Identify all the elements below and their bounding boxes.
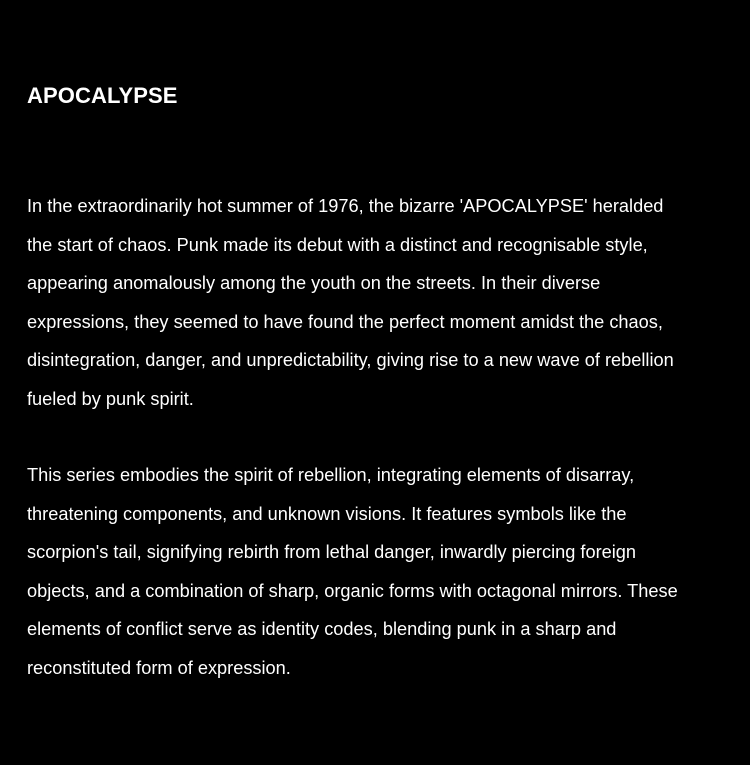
paragraph-line: elements of conflict serve as identity codes, blending punk in a sharp and	[27, 619, 617, 639]
paragraph-line: In the extraordinarily hot summer of 1976, the bizarre 'APOCALYPSE' heralded	[27, 196, 664, 216]
paragraph-line: the start of chaos. Punk made its debut with a distinct and recognisable style,	[27, 234, 648, 255]
paragraph-line: This series embodies the spirit of rebellion, integrating elements of disarray,	[27, 465, 635, 485]
paragraph-line: scorpion's tail, signifying rebirth from lethal danger, inwardly piercing foreign	[27, 542, 637, 562]
paragraph-line: objects, and a combination of sharp, organic forms with octagonal mirrors. These	[27, 580, 678, 601]
paragraph-line: disintegration, danger, and unpredictability, giving rise to a new wave of rebellion	[27, 350, 674, 370]
paragraph-series	[27, 456, 727, 687]
paragraph-line: threatening components, and unknown visions. It features symbols like the	[27, 503, 627, 524]
page-title: APOCALYPSE	[27, 83, 178, 108]
paragraph-line: reconstituted form of expression.	[27, 657, 291, 678]
paragraph-line: fueled by punk spirit.	[27, 388, 194, 409]
paragraph-line: appearing anomalously among the youth on the streets. In their diverse	[27, 273, 601, 293]
paragraph-line: expressions, they seemed to have found the perfect moment amidst the chaos,	[27, 311, 663, 332]
paragraph-intro	[27, 187, 727, 418]
